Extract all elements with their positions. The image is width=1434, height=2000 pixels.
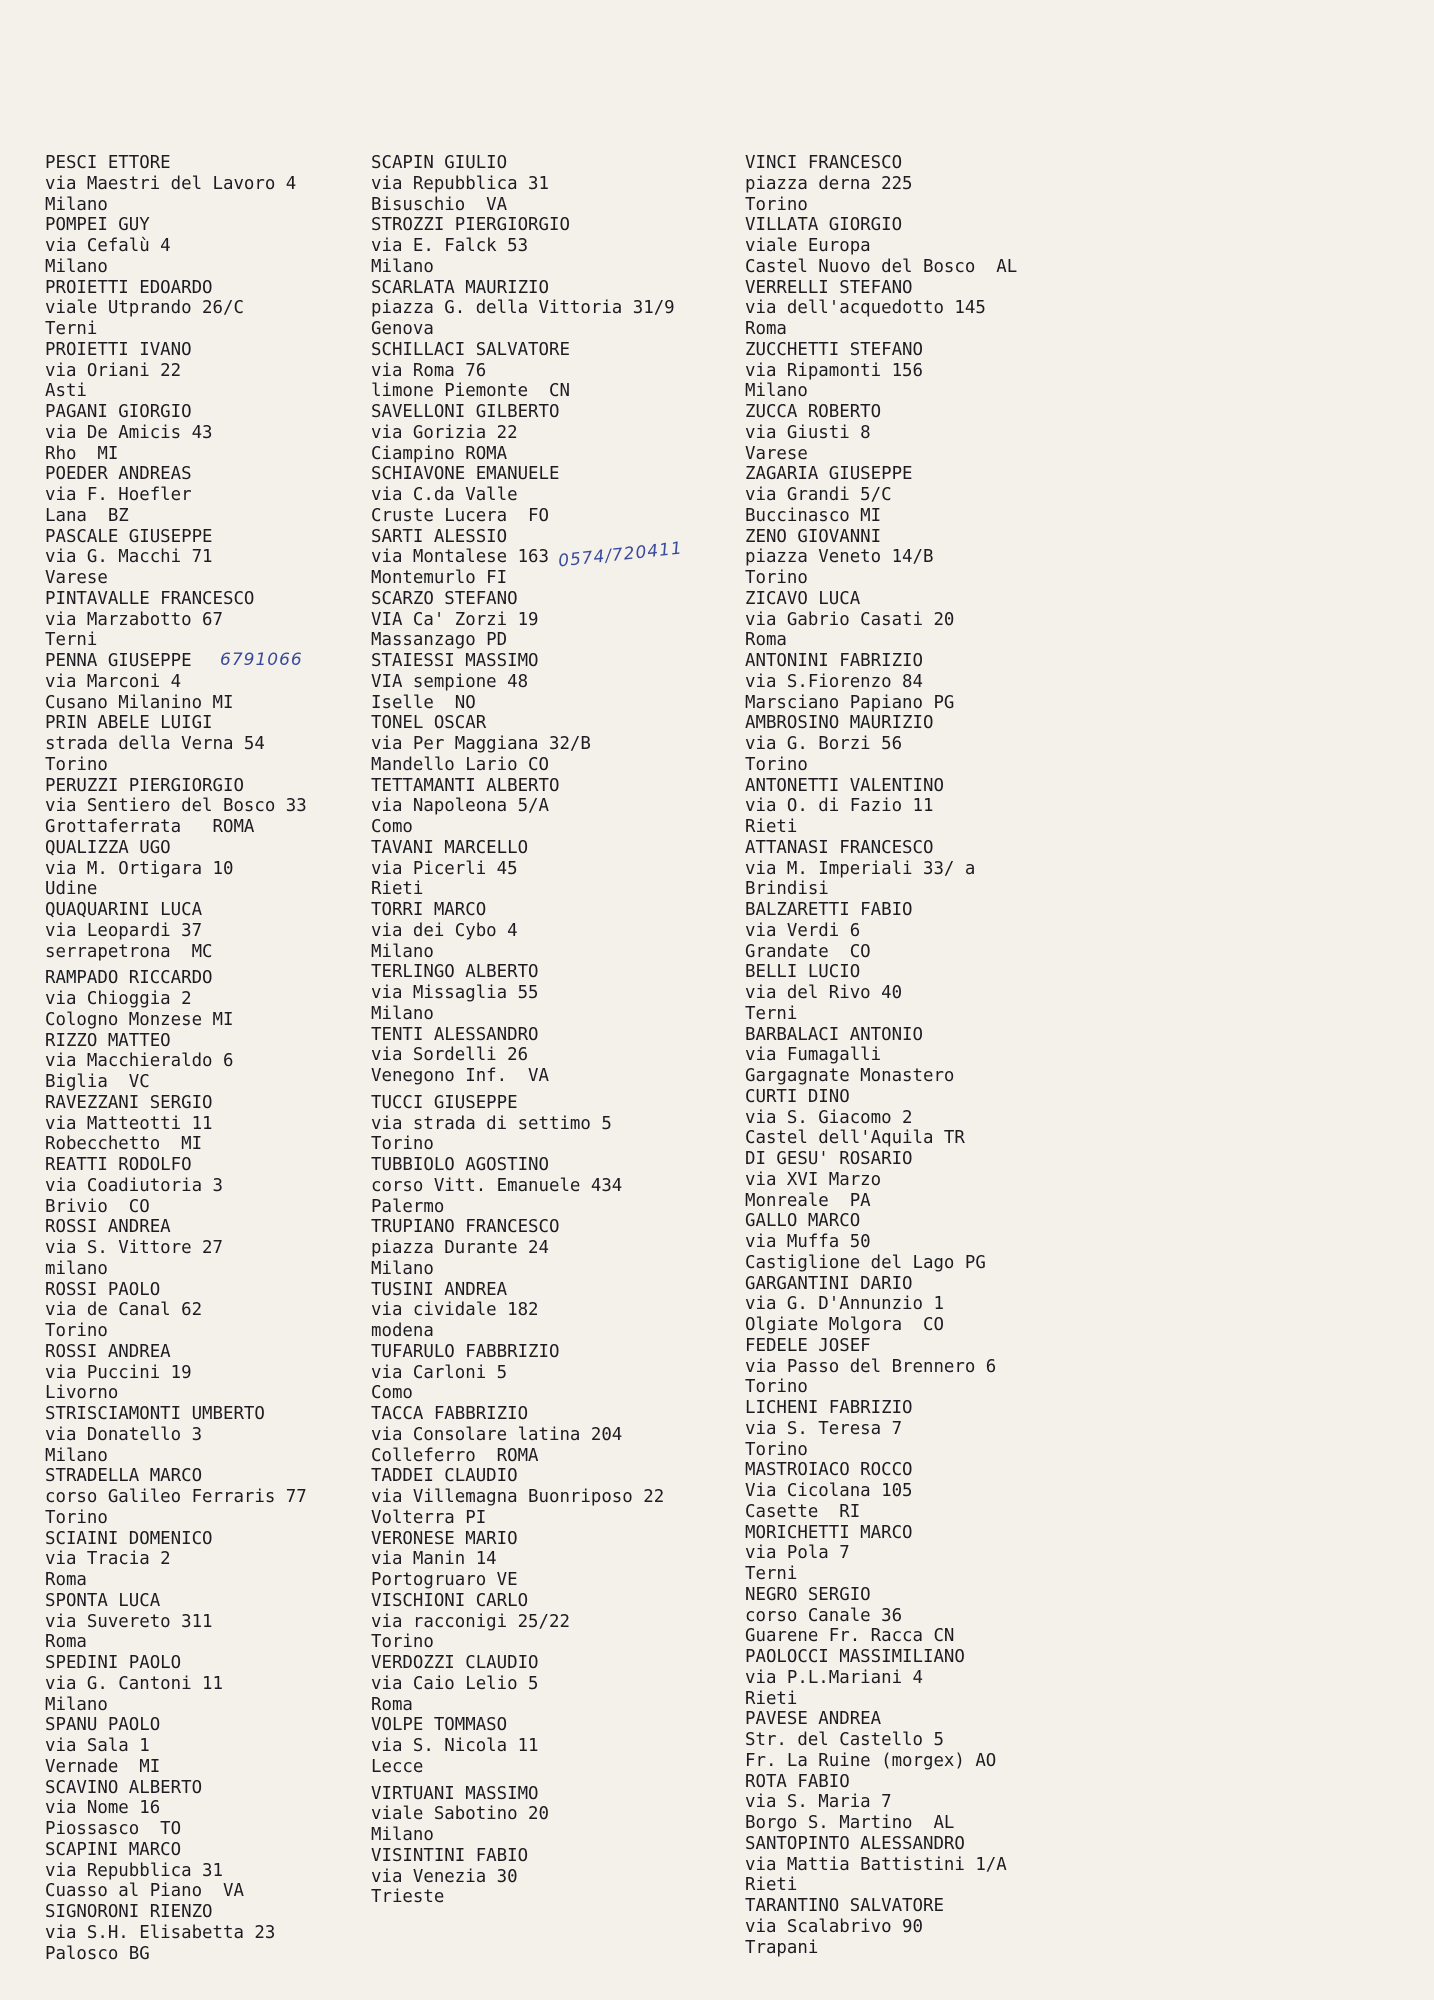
contact-city: Terni	[745, 1003, 798, 1024]
contact-city: Borgo S. Martino AL	[745, 1813, 955, 1833]
contact-name: PENNA GIUSEPPE	[45, 651, 192, 671]
contact-street: via G. D'Annunzio 1	[745, 1294, 944, 1315]
contact-street: via Giusti 8	[745, 422, 871, 443]
contact-city: Portogruaro VE	[371, 1570, 518, 1590]
contact-street: via Villemagna Buonriposo 22	[371, 1487, 665, 1507]
contact-name: SCAPIN GIULIO	[371, 153, 508, 173]
contact-street: via Manin 14	[371, 1549, 497, 1570]
contact-city: Palosco BG	[45, 1943, 150, 1964]
contact-city: Milano	[371, 1825, 434, 1845]
contact-city: Ciampino ROMA	[371, 443, 508, 464]
contact-name: SPANU PAOLO	[45, 1715, 161, 1736]
contact-street: via Sordelli 26	[371, 1045, 529, 1066]
contact-street: via Chioggia 2	[45, 989, 192, 1009]
contact-name: TUFARULO FABBRIZIO	[371, 1341, 560, 1362]
contact-city: Palermo	[371, 1196, 445, 1217]
contact-city: Como	[371, 1383, 413, 1404]
contact-city: Milano	[371, 941, 434, 962]
handwritten-phone-note: 6791066	[220, 650, 303, 670]
contact-city: Torino	[45, 754, 108, 775]
contact-name: GALLO MARCO	[745, 1211, 861, 1232]
contact-name: VERDOZZI CLAUDIO	[371, 1653, 539, 1673]
contact-street: via Ripamonti 156	[745, 360, 923, 381]
contact-name: TUBBIOLO AGOSTINO	[371, 1155, 549, 1175]
contact-street: via Pola 7	[745, 1543, 850, 1564]
contact-name: POMPEI GUY	[45, 215, 150, 236]
contact-city: Rieti	[745, 1688, 798, 1709]
contact-name: ZAGARIA GIUSEPPE	[745, 464, 913, 485]
contact-name: TONEL OSCAR	[371, 713, 487, 734]
contact-city: Robecchetto MI	[45, 1134, 203, 1155]
contact-city: Mandello Lario CO	[371, 754, 549, 775]
contact-street: piazza Veneto 14/B	[745, 547, 934, 568]
contact-city: Venegono Inf. VA	[371, 1066, 549, 1086]
contact-name: ANTONINI FABRIZIO	[745, 651, 923, 671]
contact-street: via S. Vittore 27	[45, 1238, 223, 1258]
contact-name: AMBROSINO MAURIZIO	[745, 713, 934, 734]
contact-street: via S. Teresa 7	[745, 1418, 903, 1439]
contact-name: SCAVINO ALBERTO	[45, 1777, 203, 1798]
contact-street: VIA Ca' Zorzi 19	[371, 609, 539, 630]
contact-street: via S. Giacomo 2	[745, 1107, 913, 1128]
contact-name: RIZZO MATTEO	[45, 1030, 171, 1051]
contact-name: ROSSI ANDREA	[45, 1217, 171, 1238]
contact-name: SANTOPINTO ALESSANDRO	[745, 1833, 965, 1854]
contact-name: DI GESU' ROSARIO	[745, 1149, 913, 1169]
contact-street: via dei Cybo 4	[371, 920, 518, 941]
contact-city: Vernade MI	[45, 1756, 161, 1777]
contact-city: Roma	[745, 630, 787, 651]
contact-street: via Suvereto 311	[45, 1611, 213, 1632]
contact-name: TAVANI MARCELLO	[371, 837, 529, 858]
contact-city: Rieti	[745, 817, 798, 837]
contact-city: Grandate CO	[745, 941, 871, 962]
contact-city: Lecce	[371, 1756, 424, 1777]
contact-city: Milano	[371, 1258, 434, 1279]
contact-city: Cusano Milanino MI	[45, 692, 234, 713]
contact-city: Gargagnate Monastero	[745, 1066, 955, 1086]
contact-name: PAOLOCCI MASSIMILIANO	[745, 1647, 965, 1667]
contact-city: modena	[371, 1321, 434, 1341]
contact-name: SCIAINI DOMENICO	[45, 1528, 213, 1549]
contact-city: Milano	[371, 256, 434, 277]
contact-name: PAVESE ANDREA	[745, 1709, 882, 1730]
contact-city: Torino	[45, 1321, 108, 1341]
contact-street: viale Europa	[745, 236, 871, 256]
contact-street: via XVI Marzo	[745, 1169, 882, 1190]
contact-street: corso Vitt. Emanuele 434	[371, 1175, 623, 1196]
contact-city: Como	[371, 817, 413, 837]
contact-street: via P.L.Mariani 4	[745, 1667, 923, 1688]
contact-street: via Marzabotto 67	[45, 609, 223, 630]
contact-name: FEDELE JOSEF	[745, 1335, 871, 1356]
contact-name: SPONTA LUCA	[45, 1590, 161, 1611]
contact-street: viale Utprando 26/C	[45, 298, 244, 319]
contact-street: via cividale 182	[371, 1300, 539, 1321]
contact-city: Montemurlo FI	[371, 568, 508, 588]
contact-city: Torino	[745, 1439, 808, 1460]
contact-name: RAVEZZANI SERGIO	[45, 1092, 213, 1113]
contact-city: Trapani	[745, 1937, 819, 1958]
contact-name: REATTI RODOLFO	[45, 1155, 192, 1175]
contact-name: GARGANTINI DARIO	[745, 1273, 913, 1294]
contact-street: via strada di settimo 5	[371, 1113, 612, 1134]
contact-city: Milano	[45, 1694, 108, 1715]
contact-street: via Tracia 2	[45, 1549, 171, 1570]
contact-name: TUCCI GIUSEPPE	[371, 1092, 518, 1113]
contact-city: limone Piemonte CN	[371, 381, 570, 402]
contact-name: VISINTINI FABIO	[371, 1845, 529, 1866]
contact-street: VIA sempione 48	[371, 671, 529, 692]
contact-city: Rieti	[745, 1875, 798, 1896]
contact-name: TENTI ALESSANDRO	[371, 1024, 539, 1045]
contact-name: STAIESSI MASSIMO	[371, 651, 539, 671]
contact-name: QUALIZZA UGO	[45, 837, 171, 858]
contact-street: via Mattia Battistini 1/A	[745, 1854, 1007, 1875]
contact-city: Torino	[745, 1377, 808, 1398]
contact-city: Colleferro ROMA	[371, 1445, 539, 1466]
contact-name: POEDER ANDREAS	[45, 464, 192, 485]
contact-name: STRADELLA MARCO	[45, 1466, 203, 1487]
contact-city: Cuasso al Piano VA	[45, 1881, 244, 1902]
contact-street: via dell'acquedotto 145	[745, 298, 986, 319]
contact-city: Rho MI	[45, 443, 119, 464]
contact-street: via De Amicis 43	[45, 422, 213, 443]
contact-city: Cologno Monzese MI	[45, 1009, 234, 1030]
handwritten-phone-note: 0574/720411	[557, 538, 684, 572]
contact-city: Fr. La Ruine (morgex) AO	[745, 1750, 997, 1771]
contact-name: ZUCCA ROBERTO	[745, 402, 882, 422]
contact-street: viale Sabotino 20	[371, 1804, 549, 1825]
contact-street: via Caio Lelio 5	[371, 1673, 539, 1694]
contact-street: via del Rivo 40	[745, 983, 903, 1003]
contact-name: TRUPIANO FRANCESCO	[371, 1217, 560, 1238]
contact-city: Torino	[745, 194, 808, 215]
contact-city: Milano	[45, 256, 108, 277]
contact-city: Roma	[745, 319, 787, 339]
contact-city: Milano	[45, 194, 108, 215]
contact-street: via S. Nicola 11	[371, 1736, 539, 1756]
contact-name: TUSINI ANDREA	[371, 1279, 508, 1300]
contact-city: Piossasco TO	[45, 1819, 182, 1839]
contact-name: TACCA FABBRIZIO	[371, 1404, 529, 1424]
contact-name: SCAPINI MARCO	[45, 1839, 182, 1860]
contact-city: Castiglione del Lago PG	[745, 1252, 986, 1273]
contact-name: BELLI LUCIO	[745, 962, 861, 983]
contact-city: Milano	[371, 1003, 434, 1024]
contact-name: MASTROIACO ROCCO	[745, 1460, 913, 1481]
contact-city: Rieti	[371, 879, 424, 900]
contact-street: via Repubblica 31	[45, 1860, 223, 1881]
contact-city: Torino	[371, 1632, 434, 1653]
contact-name: VERRELLI STEFANO	[745, 277, 913, 298]
contact-name: VOLPE TOMMASO	[371, 1715, 508, 1736]
contact-name: SIGNORONI RIENZO	[45, 1902, 213, 1922]
contact-street: via Missaglia 55	[371, 983, 539, 1003]
contact-name: TORRI MARCO	[371, 900, 487, 920]
contact-street: via Scalabrivo 90	[745, 1916, 923, 1937]
contact-street: via Matteotti 11	[45, 1113, 213, 1134]
contact-street: via Maestri del Lavoro 4	[45, 173, 297, 194]
contact-name: SCHIAVONE EMANUELE	[371, 464, 560, 485]
contact-city: Guarene Fr. Racca CN	[745, 1626, 955, 1647]
contact-street: via Grandi 5/C	[745, 485, 892, 505]
contact-city: Milano	[745, 381, 808, 402]
contact-street: via G. Borzi 56	[745, 734, 903, 754]
contact-city: Lana BZ	[45, 505, 129, 526]
contact-street: piazza Durante 24	[371, 1238, 549, 1258]
contact-street: via O. di Fazio 11	[745, 796, 934, 817]
contact-name: ROSSI PAOLO	[45, 1279, 161, 1300]
contact-street: via S.H. Elisabetta 23	[45, 1922, 276, 1943]
contact-name: BALZARETTI FABIO	[745, 900, 913, 920]
contact-street: via Cefalù 4	[45, 236, 171, 256]
contact-street: via Passo del Brennero 6	[745, 1356, 997, 1377]
contact-city: Olgiate Molgora CO	[745, 1315, 944, 1335]
contact-street: via Nome 16	[45, 1798, 161, 1819]
contact-city: Roma	[371, 1694, 413, 1715]
contact-name: PESCI ETTORE	[45, 153, 171, 173]
contact-name: PERUZZI PIERGIORGIO	[45, 775, 244, 796]
contact-name: VERONESE MARIO	[371, 1528, 518, 1549]
contact-name: PASCALE GIUSEPPE	[45, 526, 213, 547]
contact-name: SAVELLONI GILBERTO	[371, 402, 560, 422]
contact-name: SCARLATA MAURIZIO	[371, 277, 549, 298]
contact-city: Genova	[371, 319, 434, 339]
contact-street: via Sala 1	[45, 1736, 150, 1756]
contact-name: RAMPADO RICCARDO	[45, 968, 213, 989]
contact-city: Varese	[45, 568, 108, 588]
contact-name: SARTI ALESSIO	[371, 526, 508, 547]
contact-name: PRIN ABELE LUIGI	[45, 713, 213, 734]
contact-street: piazza derna 225	[745, 173, 913, 194]
contact-street: via Gorizia 22	[371, 422, 518, 443]
contact-street: corso Galileo Ferraris 77	[45, 1487, 307, 1507]
contact-street: via Picerli 45	[371, 858, 518, 879]
contact-city: Varese	[745, 443, 808, 464]
contact-city: Roma	[45, 1632, 87, 1653]
contact-street: piazza G. della Vittoria 31/9	[371, 298, 675, 319]
contact-name: LICHENI FABRIZIO	[745, 1398, 913, 1418]
contact-street: Str. del Castello 5	[745, 1730, 944, 1750]
contact-street: via Puccini 19	[45, 1362, 192, 1383]
contact-city: Marsciano Papiano PG	[745, 692, 955, 713]
contact-street: via Verdi 6	[745, 920, 861, 941]
address-column-3	[745, 153, 1017, 1958]
contact-name: PINTAVALLE FRANCESCO	[45, 588, 255, 609]
contact-city: Iselle NO	[371, 692, 476, 713]
contact-street: via Gabrio Casati 20	[745, 609, 955, 630]
contact-street: via S. Maria 7	[745, 1792, 892, 1813]
contact-name: PROIETTI IVANO	[45, 339, 192, 360]
contact-name: SCARZO STEFANO	[371, 588, 518, 609]
contact-street: via M. Imperiali 33/ a	[745, 858, 976, 879]
contact-street: via Carloni 5	[371, 1362, 508, 1383]
contact-street: via M. Ortigara 10	[45, 858, 234, 879]
contact-city: Biglia VC	[45, 1072, 150, 1092]
contact-name: PROIETTI EDOARDO	[45, 277, 213, 298]
contact-name: ANTONETTI VALENTINO	[745, 775, 944, 796]
address-column-2	[371, 153, 675, 1908]
contact-street: via S.Fiorenzo 84	[745, 671, 923, 692]
contact-street: Via Cicolana 105	[745, 1481, 913, 1501]
contact-name: STROZZI PIERGIORGIO	[371, 215, 570, 236]
contact-street: via Consolare latina 204	[371, 1424, 623, 1445]
contact-street: via Repubblica 31	[371, 173, 549, 194]
contact-city: Trieste	[371, 1887, 445, 1908]
contact-name: ZICAVO LUCA	[745, 588, 861, 609]
contact-street: via Leopardi 37	[45, 920, 203, 941]
contact-city: Volterra PI	[371, 1507, 487, 1528]
contact-name: ZENO GIOVANNI	[745, 526, 882, 547]
contact-street: via Marconi 4	[45, 671, 182, 692]
contact-street: via G. Macchi 71	[45, 547, 213, 568]
contact-name: CURTI DINO	[745, 1086, 850, 1107]
contact-city: Asti	[45, 381, 87, 402]
contact-city: Monreale PA	[745, 1190, 871, 1211]
contact-name: ROSSI ANDREA	[45, 1341, 171, 1362]
contact-street: strada della Verna 54	[45, 734, 265, 754]
contact-street: via E. Falck 53	[371, 236, 529, 256]
contact-city: Roma	[45, 1570, 87, 1590]
contact-city: Torino	[45, 1507, 108, 1528]
contact-street: via Macchieraldo 6	[45, 1051, 234, 1072]
contact-city: Buccinasco MI	[745, 505, 882, 526]
contact-name: TERLINGO ALBERTO	[371, 962, 539, 983]
contact-name: TARANTINO SALVATORE	[745, 1896, 944, 1916]
contact-name: ATTANASI FRANCESCO	[745, 837, 934, 858]
contact-city: Castel dell'Aquila TR	[745, 1128, 965, 1149]
contact-city: milano	[45, 1258, 108, 1279]
contact-name: VILLATA GIORGIO	[745, 215, 903, 236]
contact-city: Livorno	[45, 1383, 119, 1404]
contact-street: via Oriani 22	[45, 360, 182, 381]
contact-city: Brivio CO	[45, 1196, 150, 1217]
contact-street: via de Canal 62	[45, 1300, 203, 1321]
contact-name: ZUCCHETTI STEFANO	[745, 339, 923, 360]
contact-city: Grottaferrata ROMA	[45, 817, 255, 837]
contact-city: Torino	[745, 568, 808, 588]
contact-street: via Fumagalli	[745, 1045, 882, 1066]
contact-name: SCHILLACI SALVATORE	[371, 339, 570, 360]
contact-city: Terni	[45, 319, 98, 339]
contact-street: via racconigi 25/22	[371, 1611, 570, 1632]
contact-street: via Donatello 3	[45, 1424, 203, 1445]
contact-street: via Sentiero del Bosco 33	[45, 796, 307, 817]
contact-name: VIRTUANI MASSIMO	[371, 1783, 539, 1804]
contact-name: ROTA FABIO	[745, 1771, 850, 1792]
contact-name: STRISCIAMONTI UMBERTO	[45, 1404, 265, 1424]
contact-city: Torino	[371, 1134, 434, 1155]
contact-street: via F. Hoefler	[45, 485, 192, 505]
contact-city: Torino	[745, 754, 808, 775]
contact-name: SPEDINI PAOLO	[45, 1653, 182, 1673]
contact-name: BARBALACI ANTONIO	[745, 1024, 923, 1045]
contact-name: NEGRO SERGIO	[745, 1584, 871, 1605]
contact-name: QUAQUARINI LUCA	[45, 900, 203, 920]
contact-name: TADDEI CLAUDIO	[371, 1466, 518, 1487]
contact-city: Udine	[45, 879, 98, 900]
contact-city: Castel Nuovo del Bosco AL	[745, 256, 1018, 277]
contact-name: MORICHETTI MARCO	[745, 1522, 913, 1543]
contact-street: via Venezia 30	[371, 1866, 518, 1887]
contact-name: PAGANI GIORGIO	[45, 402, 192, 422]
contact-city: Cruste Lucera FO	[371, 505, 549, 526]
contact-city: Casette RI	[745, 1501, 861, 1522]
contact-city: Milano	[45, 1445, 108, 1466]
contact-city: serrapetrona MC	[45, 941, 213, 962]
contact-street: via G. Cantoni 11	[45, 1673, 223, 1694]
contact-city: Terni	[745, 1564, 798, 1584]
contact-street: via C.da Valle	[371, 485, 518, 505]
contact-street: via Montalese 163	[371, 547, 549, 568]
contact-city: Massanzago PD	[371, 630, 508, 651]
address-column-1	[45, 153, 307, 1964]
contact-street: via Coadiutoria 3	[45, 1175, 223, 1196]
contact-city: Bisuschio VA	[371, 194, 508, 215]
contact-street: via Muffa 50	[745, 1232, 871, 1252]
contact-name: TETTAMANTI ALBERTO	[371, 775, 560, 796]
contact-street: via Roma 76	[371, 360, 487, 381]
contact-street: via Napoleona 5/A	[371, 796, 549, 817]
contact-street: corso Canale 36	[745, 1605, 903, 1626]
contact-city: Brindisi	[745, 879, 829, 900]
contact-street: via Per Maggiana 32/B	[371, 734, 591, 754]
contact-city: Terni	[45, 630, 98, 651]
contact-name: VISCHIONI CARLO	[371, 1590, 529, 1611]
contact-name: VINCI FRANCESCO	[745, 153, 903, 173]
